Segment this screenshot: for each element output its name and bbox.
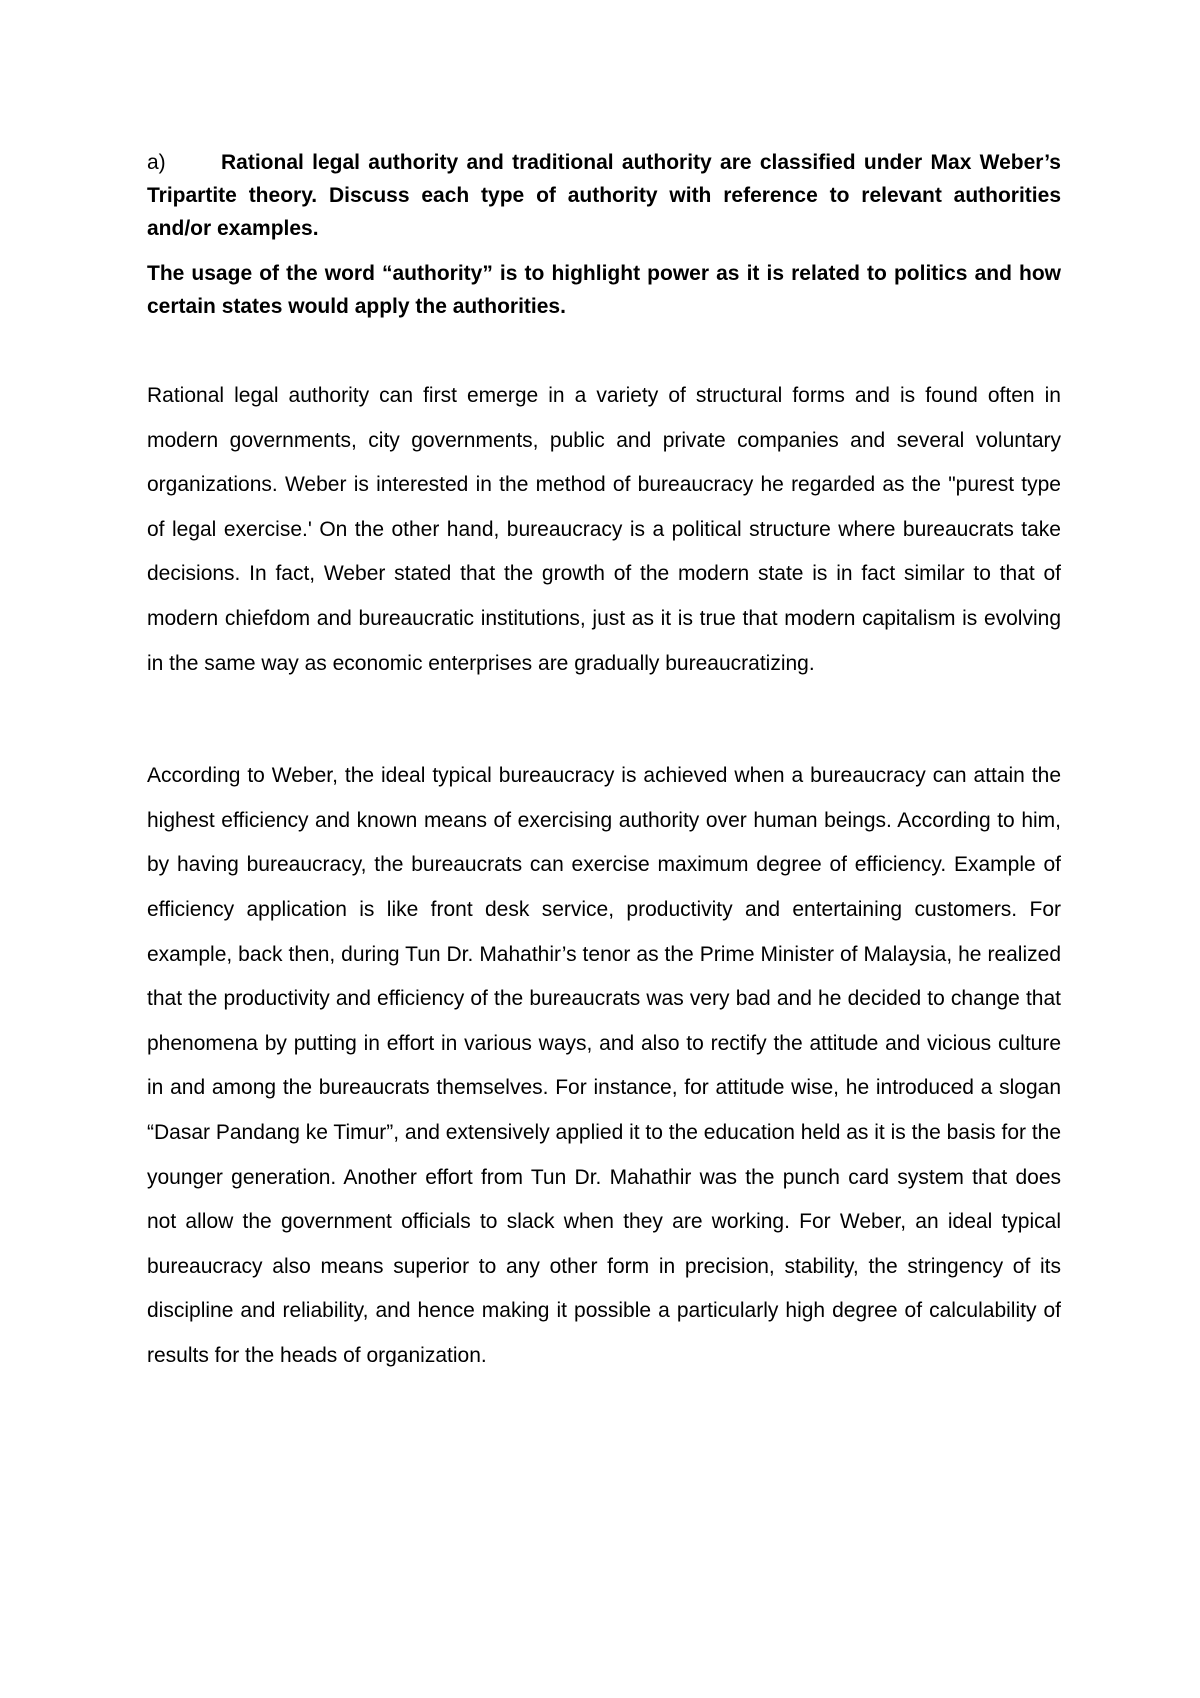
question-label: a) [147,151,166,174]
paragraph-ideal-bureaucracy: According to Weber, the ideal typical bureaucracy is achieved when a bureaucracy can attain the highest efficiency and known means of exercising authority over human beings. According to him, by having bureaucracy, the bureaucrats can exercise maximum degree of efficiency. Example of efficiency application is like front desk service, productivity and entertaining customers. For example, back then, during Tun Dr. Mahathir’s tenor as the Prime Minister of Malaysia, he realized that the productivity and efficiency of the bureaucrats was very bad and he decided to change that phenomena by putting in effort in various ways, and also to rectify the attitude and vicious culture in and among the bureaucrats themselves. For instance, for attitude wise, he introduced a slogan “Dasar Pandang ke Timur”, and extensively applied it to the education held as it is the basis for the younger generation. Another effort from Tun Dr. Mahathir was the punch card system that does not allow the government officials to slack when they are working. For Weber, an ideal typical bureaucracy also means superior to any other form in precision, stability, the stringency of its discipline and reliability, and hence making it possible a particularly high degree of calculability of results for the heads of organization. [147,764,1062,1367]
intro-statement: The usage of the word “authority” is to highlight power as it is related to politics and how certain states would apply the authorities. [147,262,1061,318]
question-text: Rational legal authority and traditional authority are classified under Max Weber’s Tripartite theory. Discuss each type of authority with reference to relevant authorities and/or examples. [147,151,1061,240]
paragraph-rational-legal-authority: Rational legal authority can first emerge in a variety of structural forms and is found often in modern governments, city governments, public and private companies and several voluntary organizations. Weber is interested in the method of bureaucracy he regarded as the "purest type of legal exercise.' On the other hand, bureaucracy is a political structure where bureaucrats take decisions. In fact, Weber stated that the growth of the modern state is in fact similar to that of modern chiefdom and bureaucratic institutions, just as it is true that modern capitalism is evolving in the same way as economic enterprises are gradually bureaucratizing. [147,384,1061,675]
document-body [147,146,1061,1378]
question-heading [147,146,1061,245]
